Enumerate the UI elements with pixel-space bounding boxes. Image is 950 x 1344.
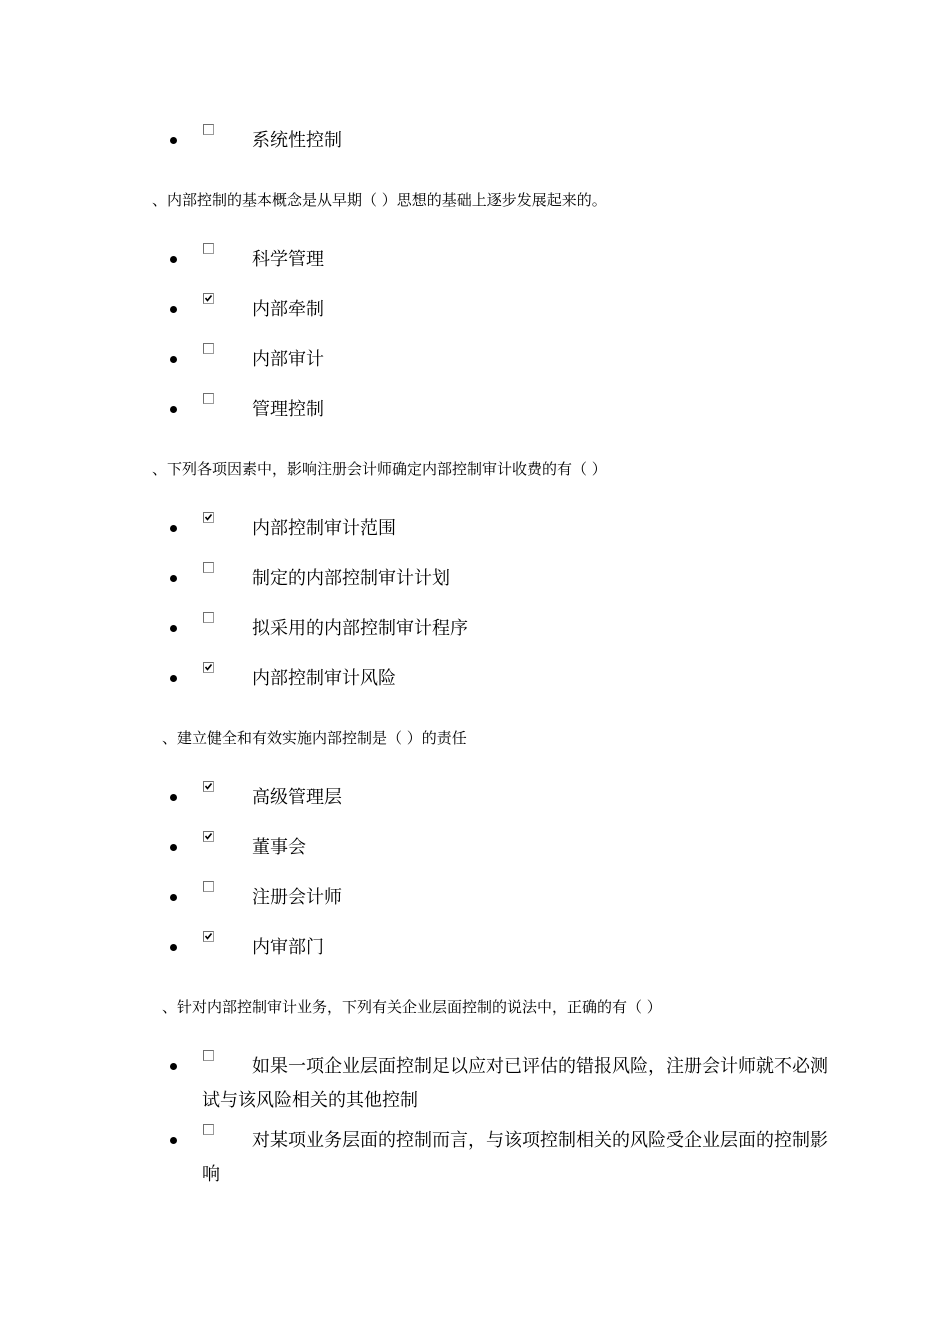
option-label: 拟采用的内部控制审计程序 [252,618,468,639]
option-item [170,1050,830,1118]
option-label: 内部牵制 [252,299,324,320]
bullet-icon [170,356,177,363]
bullet-icon [170,675,177,682]
option-checkbox[interactable] [203,881,214,892]
option-checkbox[interactable] [203,781,214,792]
option-label: 内部控制审计风险 [252,668,396,689]
bullet-icon [170,575,177,582]
bullet-icon [170,794,177,801]
option-checkbox[interactable] [203,124,214,135]
option-label: 系统性控制 [252,130,342,151]
option-label: 管理控制 [252,399,324,420]
option-item [170,662,830,696]
checkmark-icon [204,782,213,791]
option-item [170,343,830,377]
checkmark-icon [204,663,213,672]
bullet-icon [170,256,177,263]
bullet-icon [170,625,177,632]
option-checkbox[interactable] [203,1050,214,1061]
option-label: 高级管理层 [252,787,342,808]
option-item [170,881,830,915]
option-item [170,781,830,815]
bullet-icon [170,137,177,144]
option-checkbox[interactable] [203,512,214,523]
bullet-icon [170,525,177,532]
option-label: 对某项业务层面的控制而言，与该项控制相关的风险受企业层面的控制影响 [202,1130,828,1185]
option-checkbox[interactable] [203,662,214,673]
checkmark-icon [204,294,213,303]
checkmark-icon [204,832,213,841]
option-checkbox[interactable] [203,831,214,842]
bullet-icon [170,406,177,413]
option-item [170,512,830,546]
option-label: 内部控制审计范围 [252,518,396,539]
option-label: 如果一项企业层面控制足以应对已评估的错报风险，注册会计师就不必测试与该风险相关的其他控制 [202,1056,828,1111]
question-text: 、内部控制的基本概念是从早期（ ）思想的基础上逐步发展起来的。 [152,191,607,209]
option-item [170,831,830,865]
bullet-icon [170,306,177,313]
option-item [170,612,830,646]
bullet-icon [170,1063,177,1070]
option-checkbox[interactable] [203,612,214,623]
bullet-icon [170,944,177,951]
option-label: 制定的内部控制审计计划 [252,568,450,589]
question-text: 、建立健全和有效实施内部控制是（ ）的责任 [162,729,467,747]
option-checkbox[interactable] [203,1124,214,1135]
option-checkbox[interactable] [203,343,214,354]
option-checkbox[interactable] [203,562,214,573]
question-text: 、针对内部控制审计业务，下列有关企业层面控制的说法中，正确的有（ ） [162,998,662,1016]
option-checkbox[interactable] [203,393,214,404]
option-item [170,243,830,277]
question-text: 、下列各项因素中，影响注册会计师确定内部控制审计收费的有（ ） [152,460,607,478]
option-checkbox[interactable] [203,931,214,942]
option-checkbox[interactable] [203,293,214,304]
option-label: 注册会计师 [252,887,342,908]
option-item [170,293,830,327]
checkmark-icon [204,932,213,941]
option-label: 内部审计 [252,349,324,370]
checkmark-icon [204,513,213,522]
option-label: 董事会 [252,837,306,858]
bullet-icon [170,1137,177,1144]
option-label: 科学管理 [252,249,324,270]
option-label: 内审部门 [252,937,324,958]
option-item [170,1124,830,1192]
option-checkbox[interactable] [203,243,214,254]
bullet-icon [170,894,177,901]
option-item [170,124,830,158]
bullet-icon [170,844,177,851]
option-item [170,562,830,596]
option-item [170,931,830,965]
option-item [170,393,830,427]
